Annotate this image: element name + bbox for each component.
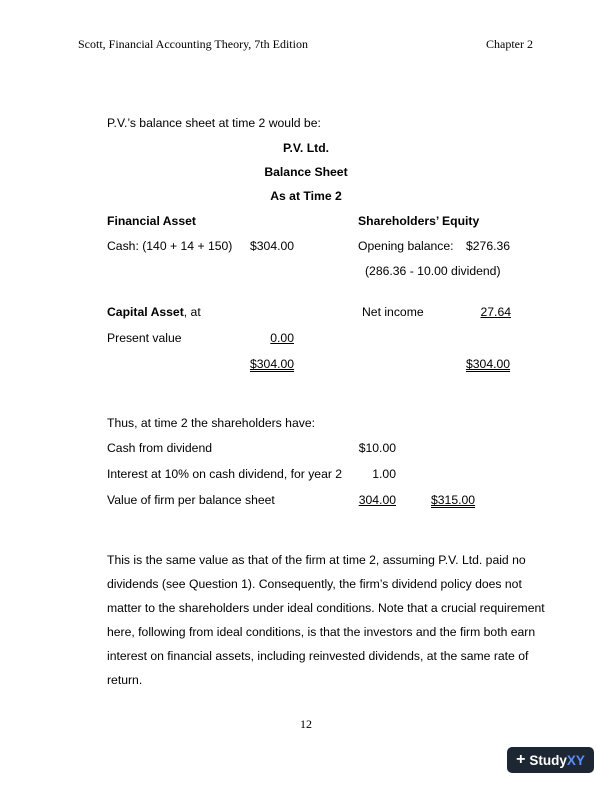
total-assets: $304.00	[250, 357, 295, 371]
capital-asset-label	[107, 305, 201, 319]
cash-value: $304.00	[250, 239, 295, 253]
row-label: Interest at 10% on cash dividend, for year 2	[107, 467, 343, 481]
opening-value: $276.36	[466, 239, 511, 253]
conclusion-paragraph: This is the same value as that of the firm at time 2, assuming P.V. Ltd. paid no dividends (see Question 1). Consequently, the firm’s dividend policy does not matter to the shareholders under ideal conditions. Note that a crucial requirement here, following from ideal conditions, is that the investors and the firm both earn interest on financial assets, including reinvested dividends, at the same rate of return.	[107, 553, 545, 687]
row-label: Cash from dividend	[107, 441, 212, 455]
intro-text: P.V.’s balance sheet at time 2 would be:	[107, 116, 321, 130]
total-equity: $304.00	[466, 357, 511, 371]
capital-asset-rest: , at	[183, 305, 201, 319]
financial-asset-heading: Financial Asset	[107, 214, 196, 228]
plus-icon: +	[516, 751, 526, 768]
brand-label	[529, 753, 585, 768]
shareholders-intro: Thus, at time 2 the shareholders have:	[107, 416, 315, 430]
page-number: 12	[300, 717, 312, 731]
row-value: 304.00	[358, 493, 396, 507]
net-income-value: 27.64	[480, 305, 511, 319]
row-value: 1.00	[372, 467, 396, 481]
capital-asset-bold: Capital Asset	[107, 305, 184, 319]
row-value: $10.00	[358, 441, 396, 455]
brand-xy: XY	[566, 752, 585, 768]
header-right: Chapter 2	[486, 37, 533, 51]
present-value-label: Present value	[107, 331, 182, 345]
opening-note: (286.36 - 10.00 dividend)	[365, 264, 501, 278]
net-income-label: Net income	[362, 305, 424, 319]
row-label: Value of firm per balance sheet	[107, 493, 275, 507]
company-title: P.V. Ltd.	[282, 141, 330, 155]
opening-label: Opening balance:	[358, 239, 454, 253]
date-title: As at Time 2	[270, 189, 342, 203]
studyxy-badge[interactable]	[507, 747, 594, 773]
cash-label: Cash: (140 + 14 + 150)	[107, 239, 233, 253]
brand-study: Study	[529, 752, 567, 768]
equity-heading: Shareholders’ Equity	[358, 214, 480, 228]
statement-title: Balance Sheet	[264, 165, 348, 179]
header-left: Scott, Financial Accounting Theory, 7th Edition	[78, 37, 308, 51]
present-value-value: 0.00	[270, 331, 294, 345]
row-total: $315.00	[431, 493, 476, 507]
